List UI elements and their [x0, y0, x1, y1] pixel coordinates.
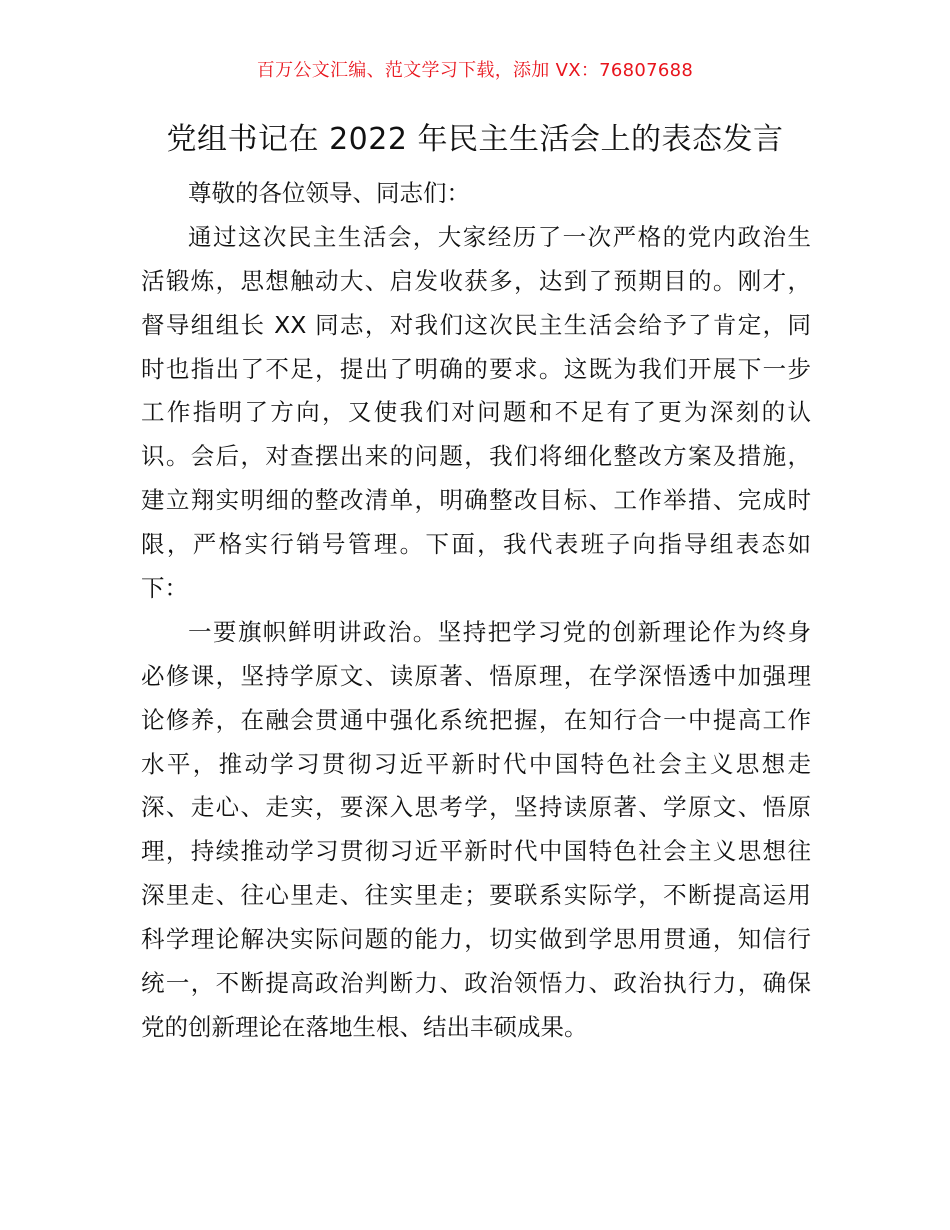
- paragraph-line: 一要旗帜鲜明讲政治。坚持把学习党的创新理论作为终身: [188, 617, 811, 646]
- paragraph-line: 识。会后，对查摆出来的问题，我们将细化整改方案及措施，: [141, 442, 811, 471]
- document-body: [141, 172, 811, 1050]
- paragraph-line: 时也指出了不足，提出了明确的要求。这既为我们开展下一步: [141, 354, 811, 383]
- paragraph-line: 通过这次民主生活会，大家经历了一次严格的党内政治生: [188, 222, 811, 251]
- paragraph-line: 统一，不断提高政治判断力、政治领悟力、政治执行力，确保: [141, 969, 811, 998]
- salutation: 尊敬的各位领导、同志们：: [188, 179, 470, 207]
- paragraph-line: 深、走心、走实，要深入思考学，坚持读原著、学原文、悟原: [141, 793, 811, 822]
- paragraph-line: 科学理论解决实际问题的能力，切实做到学思用贯通，知信行: [141, 925, 811, 954]
- paragraph-line: 水平，推动学习贯彻习近平新时代中国特色社会主义思想走: [141, 749, 811, 778]
- paragraph-line: 深里走、往心里走、往实里走；要联系实际学，不断提高运用: [141, 881, 811, 910]
- paragraph-2: [141, 611, 811, 1050]
- paragraph-line: 论修养，在融会贯通中强化系统把握，在知行合一中提高工作: [141, 705, 811, 734]
- paragraph-line: 下：: [141, 574, 188, 603]
- paragraph-line: 必修课，坚持学原文、读原著、悟原理，在学深悟透中加强理: [141, 661, 811, 690]
- paragraph-line: 活锻炼，思想触动大、启发收获多，达到了预期目的。刚才，: [141, 266, 811, 295]
- paragraph-line: 理，持续推动学习贯彻习近平新时代中国特色社会主义思想往: [141, 837, 811, 866]
- paragraph-line: 党的创新理论在落地生根、结出丰硕成果。: [141, 1012, 588, 1041]
- paragraph-line: 督导组组长 XX 同志，对我们这次民主生活会给予了肯定，同: [141, 310, 811, 339]
- paragraph-1: [141, 216, 811, 611]
- paragraph-line: 限，严格实行销号管理。下面，我代表班子向指导组表态如: [141, 530, 811, 559]
- document-title: 党组书记在 2022 年民主生活会上的表态发言: [166, 122, 784, 157]
- header-notice: 百万公文汇编、范文学习下载，添加 VX：76807688: [256, 60, 694, 81]
- paragraph-line: 工作指明了方向，又使我们对问题和不足有了更为深刻的认: [141, 398, 811, 427]
- paragraph-line: 建立翔实明细的整改清单，明确整改目标、工作举措、完成时: [141, 486, 811, 515]
